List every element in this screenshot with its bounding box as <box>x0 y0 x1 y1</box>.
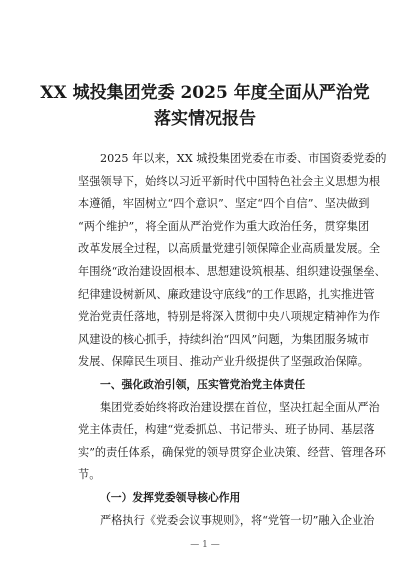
body-line: 改革发展全过程，以高质量党建引领保障企业高质量发展。全 <box>78 242 381 256</box>
body-line: 严格执行《党委会议事规则》，将“党管一切”融入企业治 <box>100 513 375 527</box>
document-body <box>78 148 387 532</box>
body-line: 实”的责任体系，确保党的领导贯穿企业决策、经营、管理各环 <box>78 445 386 459</box>
body-line: 节。 <box>78 468 101 482</box>
body-line: 2025 年以来，XX 城投集团党委在市委、市国资委党委的 <box>100 152 387 165</box>
body-line: 坚强领导下，始终以习近平新时代中国特色社会主义思想为根 <box>78 174 381 188</box>
subsection-heading: （一）发挥党委领导核心作用 <box>100 490 241 504</box>
title-line: 落实情况报告 <box>154 109 256 129</box>
body-line: 年围绕“政治建设固根本、思想建设筑根基、组织建设强堡垒、 <box>78 264 386 278</box>
body-line: 党主体责任，构建“党委抓总、书记带头、班子协同、基层落 <box>78 423 375 437</box>
body-line: 风建设的核心抓手，持续纠治“四风”问题，为集团服务城市 <box>78 332 370 346</box>
body-line: 本遵循，牢固树立“四个意识”、坚定“四个自信”、坚决做到 <box>78 197 370 211</box>
body-line: 集团党委始终将政治建设摆在首位，坚决扛起全面从严治 <box>100 400 380 414</box>
body-line: 发展、保障民生项目、推动产业升级提供了坚强政治保障。 <box>78 355 369 369</box>
body-line: “两个维护”，将全面从严治党作为重大政治任务，贯穿集团 <box>78 219 370 233</box>
document-title <box>0 80 410 132</box>
section-heading: 一、强化政治引领，压实管党治党主体责任 <box>100 377 306 391</box>
title-line: XX 城投集团党委 2025 年度全面从严治党 <box>40 83 370 103</box>
body-line: 纪律建设树新风、廉政建设守底线”的工作思路，扎实推进管 <box>78 287 375 301</box>
body-line: 党治党责任落地，特别是将深入贯彻中央八项规定精神作为作 <box>78 310 381 324</box>
page-number: — 1 — <box>190 540 220 550</box>
